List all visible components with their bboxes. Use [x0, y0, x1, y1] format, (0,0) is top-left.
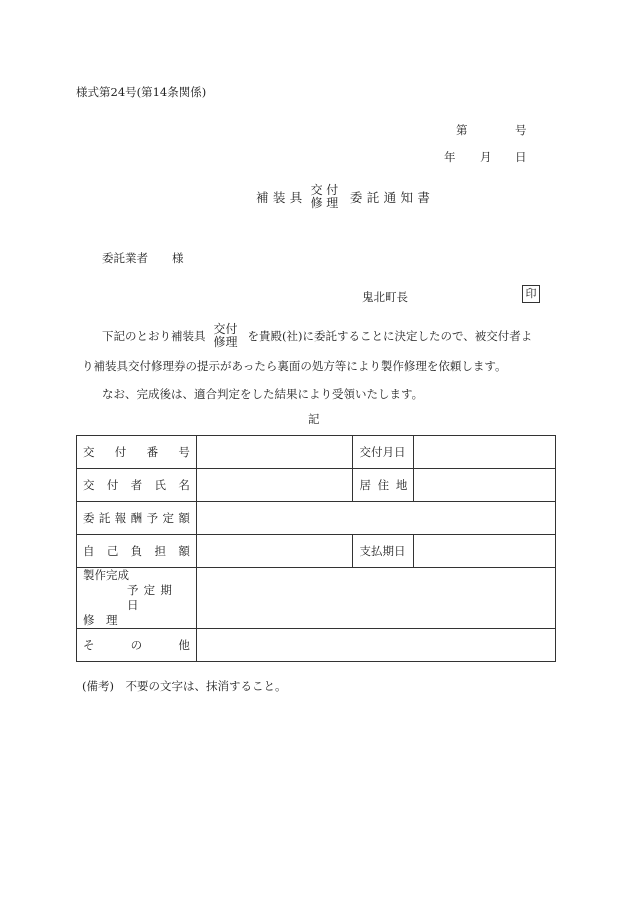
- body-line-3: なお、完成後は、適合判定をした結果により受領いたします。: [102, 387, 424, 401]
- body-line-2: り補装具交付修理券の提示があったら裏面の処方等により製作修理を依頼します。: [82, 359, 507, 373]
- table-row: [77, 502, 556, 535]
- number-suffix: 号: [515, 123, 527, 137]
- addressee-honorific: 様: [172, 251, 184, 265]
- completion-line-3: 修理: [83, 613, 129, 627]
- title-stack: [311, 184, 342, 210]
- title-stack-bottom: 修理: [310, 196, 342, 210]
- label-payment-date: 支払期日: [353, 535, 414, 568]
- document-title: [256, 183, 434, 211]
- label-residence: 居住地: [353, 469, 414, 502]
- body-stack-bottom: 修理: [213, 335, 238, 349]
- value-delivery-number[interactable]: [196, 436, 353, 469]
- label-completion-date: [77, 568, 197, 629]
- value-completion-date[interactable]: [196, 568, 555, 629]
- label-other: その他: [77, 629, 197, 662]
- label-delivery-date: 交付月日: [353, 436, 414, 469]
- value-payment-date[interactable]: [414, 535, 556, 568]
- table-row: [77, 629, 556, 662]
- issuer-name: 鬼北町長: [362, 290, 408, 304]
- title-before: 補装具: [256, 190, 307, 205]
- ki-label: 記: [308, 412, 320, 426]
- value-planned-fee[interactable]: [196, 502, 555, 535]
- completion-line-1: 製作完成: [83, 568, 129, 582]
- completion-line-2: 予定期日: [127, 583, 178, 612]
- addressee-label: 委託業者: [102, 251, 148, 265]
- body-stack-top: 交付: [213, 322, 238, 336]
- table-row: [77, 469, 556, 502]
- table-row: [77, 535, 556, 568]
- value-residence[interactable]: [414, 469, 556, 502]
- body-line-1: [102, 321, 532, 351]
- table-row: [77, 568, 556, 629]
- value-self-pay[interactable]: [196, 535, 353, 568]
- body-stack: [214, 323, 238, 349]
- addressee-line: [102, 250, 184, 266]
- value-other[interactable]: [196, 629, 555, 662]
- seal-mark: 印: [522, 285, 540, 303]
- label-recipient-name: 交付者氏名: [77, 469, 197, 502]
- title-after: 委託通知書: [349, 190, 435, 205]
- date-year: 年: [444, 150, 456, 164]
- value-recipient-name[interactable]: [196, 469, 353, 502]
- value-delivery-date[interactable]: [414, 436, 556, 469]
- body-line1-after: を貴殿(社)に委託することに決定したので、被交付者よ: [247, 329, 533, 343]
- label-planned-fee: 委託報酬予定額: [77, 502, 197, 535]
- label-delivery-number: 交付番号: [77, 436, 197, 469]
- date-day: 日: [515, 150, 527, 164]
- body-line1-before: 下記のとおり補装具: [102, 329, 206, 343]
- title-stack-top: 交付: [310, 183, 342, 197]
- remarks-note: (備考) 不要の文字は、抹消すること。: [82, 679, 287, 693]
- number-prefix: 第: [456, 123, 468, 137]
- form-number: 様式第24号(第14条関係): [76, 85, 207, 99]
- date-month: 月: [480, 150, 492, 164]
- label-self-pay: 自己負担額: [77, 535, 197, 568]
- table-row: [77, 436, 556, 469]
- details-table: [76, 435, 556, 662]
